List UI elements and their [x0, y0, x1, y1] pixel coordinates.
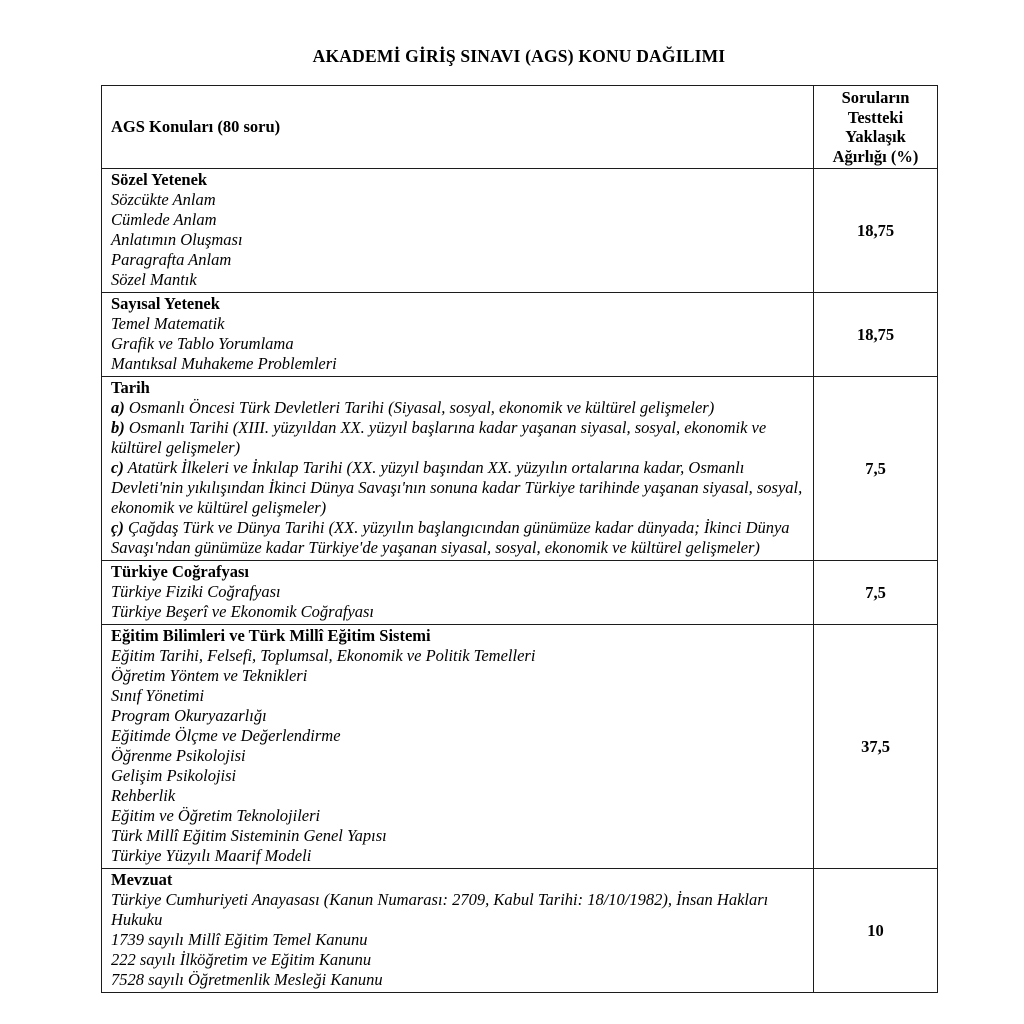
topic-heading: Tarih [111, 378, 150, 397]
table-row [102, 625, 938, 869]
topic-cell [102, 293, 814, 377]
topic-item: 1739 sayılı Millî Eğitim Temel Kanunu [111, 930, 368, 949]
topic-item: Öğrenme Psikolojisi [111, 746, 246, 765]
topic-item: Cümlede Anlam [111, 210, 217, 229]
topic-item: c) Atatürk İlkeleri ve İnkılap Tarihi (XX. yüzyıl başından XX. yüzyılın ortalarına kadar, Osmanlı Devleti'nin yıkılışından İkinci Dünya Savaşı'nın sonuna kadar Türkiye tarihinde yaşanan siyasal, sosyal, ekonomik ve kültürel gelişmeler) [111, 458, 803, 517]
topic-cell [102, 561, 814, 625]
table-row [102, 869, 938, 993]
weight-value: 37,5 [814, 625, 938, 869]
topic-heading: Sözel Yetenek [111, 170, 208, 189]
item-prefix: a) [111, 398, 125, 417]
topic-item: Sözcükte Anlam [111, 190, 216, 209]
table-row [102, 293, 938, 377]
table-header [102, 86, 938, 169]
topic-item: Program Okuryazarlığı [111, 706, 267, 725]
topic-heading: Mevzuat [111, 870, 173, 889]
topic-item: Rehberlik [111, 786, 176, 805]
page-title: AKADEMİ GİRİŞ SINAVI (AGS) KONU DAĞILIMI [312, 46, 726, 66]
weight-value: 18,75 [814, 169, 938, 293]
topic-item: 7528 sayılı Öğretmenlik Mesleği Kanunu [111, 970, 383, 989]
topic-item: a) Osmanlı Öncesi Türk Devletleri Tarihi (Siyasal, sosyal, ekonomik ve kültürel gelişmeler) [111, 398, 715, 417]
topic-item: Türkiye Fiziki Coğrafyası [111, 582, 281, 601]
topic-item: Türkiye Yüzyılı Maarif Modeli [111, 846, 312, 865]
table-row [102, 561, 938, 625]
topic-item: Türk Millî Eğitim Sisteminin Genel Yapısı [111, 826, 387, 845]
header-weight-column: Soruların Testteki Yaklaşık Ağırlığı (%) [814, 86, 938, 169]
weight-value: 18,75 [814, 293, 938, 377]
topic-cell [102, 869, 814, 993]
topic-heading: Sayısal Yetenek [111, 294, 220, 313]
topic-item: Türkiye Cumhuriyeti Anayasası (Kanun Numarası: 2709, Kabul Tarihi: 18/10/1982), İnsan Hakları Hukuku [111, 890, 769, 929]
topics-table [101, 85, 938, 993]
topic-item: 222 sayılı İlköğretim ve Eğitim Kanunu [111, 950, 372, 969]
item-prefix: b) [111, 418, 125, 437]
topic-item: Anlatımın Oluşması [111, 230, 243, 249]
weight-value: 10 [814, 869, 938, 993]
topic-item: ç) Çağdaş Türk ve Dünya Tarihi (XX. yüzyılın başlangıcından günümüze kadar dünyada; İkinci Dünya Savaşı'ndan günümüze kadar Türkiye'de yaşanan siyasal, sosyal, ekonomik ve kültürel gelişmeler) [111, 518, 790, 557]
table-row [102, 377, 938, 561]
header-topics-column: AGS Konuları (80 soru) [102, 86, 814, 169]
item-prefix: ç) [111, 518, 124, 537]
topic-item: Eğitimde Ölçme ve Değerlendirme [111, 726, 341, 745]
topic-item: b) Osmanlı Tarihi (XIII. yüzyıldan XX. yüzyıl başlarına kadar yaşanan siyasal, sosyal, ekonomik ve kültürel gelişmeler) [111, 418, 767, 457]
topic-item: Sözel Mantık [111, 270, 197, 289]
topic-item: Eğitim ve Öğretim Teknolojileri [111, 806, 321, 825]
topics-table-container [101, 85, 938, 993]
topic-cell [102, 625, 814, 869]
topic-item: Sınıf Yönetimi [111, 686, 205, 705]
table-row [102, 169, 938, 293]
topic-cell [102, 377, 814, 561]
topic-item: Öğretim Yöntem ve Teknikleri [111, 666, 308, 685]
topic-heading: Türkiye Coğrafyası [111, 562, 249, 581]
topic-item: Temel Matematik [111, 314, 225, 333]
topic-item: Paragrafta Anlam [111, 250, 232, 269]
topic-item: Grafik ve Tablo Yorumlama [111, 334, 294, 353]
item-prefix: c) [111, 458, 124, 477]
header-row [102, 86, 938, 169]
topic-heading: Eğitim Bilimleri ve Türk Millî Eğitim Sistemi [111, 626, 431, 645]
topic-item: Eğitim Tarihi, Felsefi, Toplumsal, Ekonomik ve Politik Temelleri [111, 646, 536, 665]
topics-table-body [102, 169, 938, 993]
topic-item: Gelişim Psikolojisi [111, 766, 237, 785]
topic-cell [102, 169, 814, 293]
topic-item: Türkiye Beşerî ve Ekonomik Coğrafyası [111, 602, 375, 621]
weight-value: 7,5 [814, 377, 938, 561]
topic-item: Mantıksal Muhakeme Problemleri [111, 354, 337, 373]
weight-value: 7,5 [814, 561, 938, 625]
